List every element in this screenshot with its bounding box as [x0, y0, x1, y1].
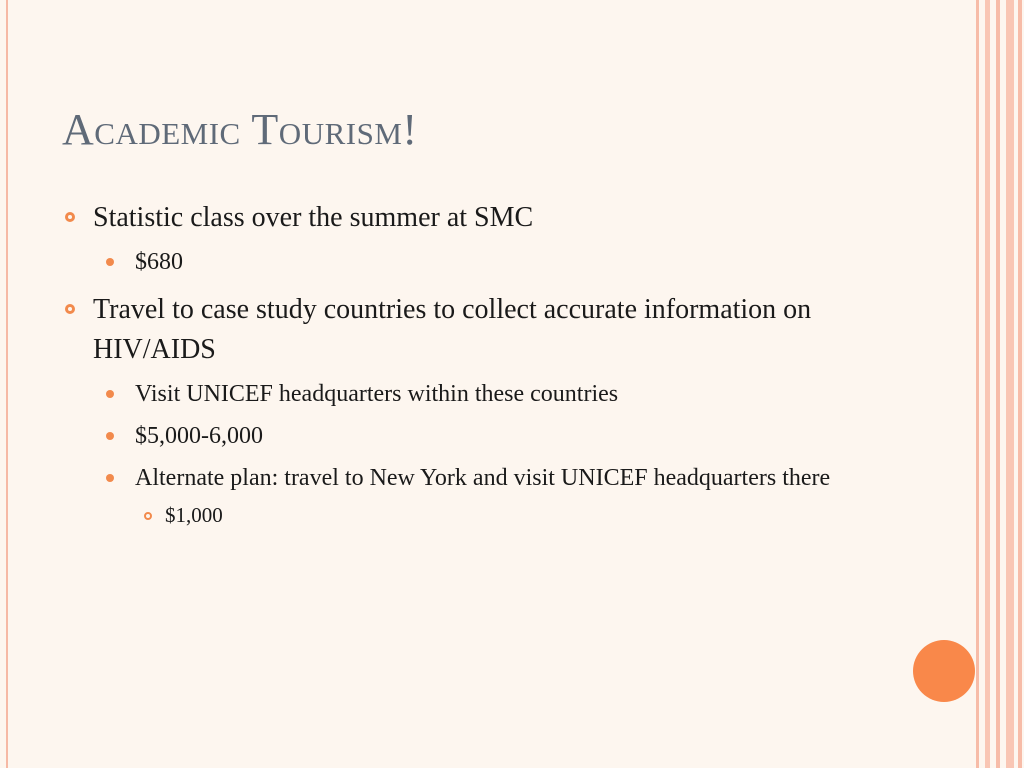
sub-bullet-text: Visit UNICEF headquarters within these countries [135, 381, 619, 407]
filled-circle-bullet-icon [106, 474, 114, 482]
sub-bullet-text: $5,000-6,000 [135, 423, 263, 449]
filled-circle-bullet-icon [106, 390, 114, 398]
hollow-circle-bullet-icon [65, 212, 75, 222]
sub-bullet-item [103, 376, 882, 412]
sub-bullet-text: $680 [135, 249, 183, 275]
right-border-line [996, 0, 1000, 768]
slide-content [62, 188, 882, 530]
left-border-line [6, 0, 8, 768]
right-border-line [1018, 0, 1022, 768]
filled-circle-bullet-icon [106, 432, 114, 440]
right-border-line [985, 0, 990, 768]
bullet-item [62, 198, 882, 238]
right-border-line [976, 0, 979, 768]
sub-bullet-text: Alternate plan: travel to New York and visit UNICEF headquarters there [135, 465, 831, 491]
hollow-circle-bullet-icon [144, 512, 152, 520]
bullet-text: Travel to case study countries to collect accurate information on HIV/AIDS [93, 294, 812, 365]
slide-title: Academic Tourism! [62, 105, 418, 154]
hollow-circle-bullet-icon [65, 304, 75, 314]
orange-circle-icon [913, 640, 975, 702]
sub-bullet-item [103, 418, 882, 454]
sub-bullet-item [103, 244, 882, 280]
sub-sub-bullet-text: $1,000 [165, 503, 223, 527]
sub-sub-bullet-item [144, 500, 882, 530]
bullet-item [62, 290, 882, 370]
bullet-text: Statistic class over the summer at SMC [93, 202, 534, 233]
filled-circle-bullet-icon [106, 258, 114, 266]
right-border-line [1006, 0, 1014, 768]
sub-bullet-item [103, 460, 882, 496]
